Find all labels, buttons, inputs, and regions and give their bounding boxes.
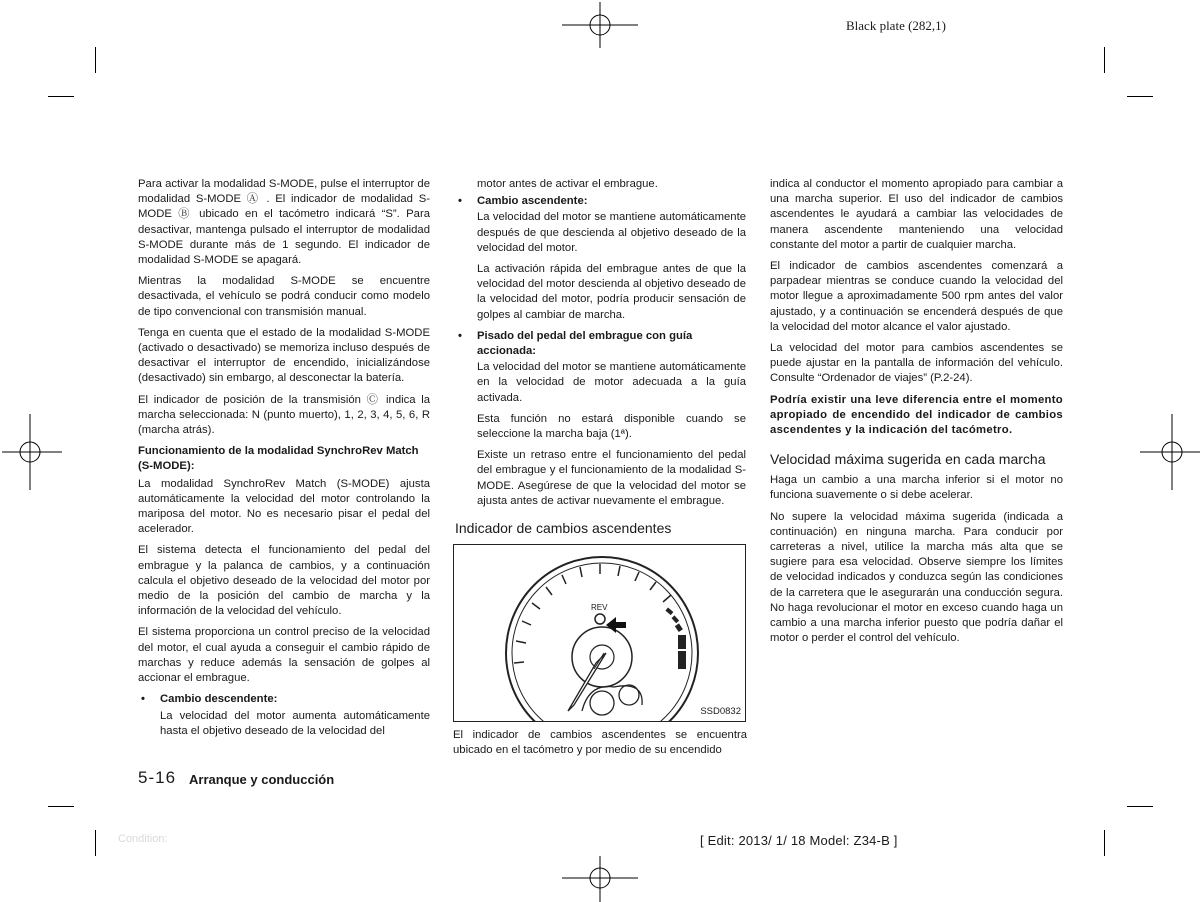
paragraph: motor antes de activar el embrague. — [477, 178, 658, 190]
bullet-icon: • — [141, 693, 145, 706]
bullet-label: Pisado del pedal del embrague con guía accionada: — [477, 329, 693, 358]
crop-mark — [48, 806, 74, 807]
crop-mark — [1104, 47, 1105, 73]
warning-note: Podría existir una leve diferencia entre el momento apropiado de encendido del indicador de cambios ascendentes y la indicación del tacómetro. — [770, 393, 1063, 437]
crop-mark — [95, 47, 96, 73]
paragraph: La activación rápida del embrague antes de que la velocidad del motor descienda al objetivo deseado de la velocidad del motor, podría producir sensación de golpes al cambiar de marcha. — [477, 263, 746, 321]
registration-mark-left — [2, 414, 62, 490]
registration-mark-right — [1140, 414, 1200, 490]
page-number: 5-16 — [138, 768, 177, 787]
bullet-item — [455, 194, 746, 209]
crop-mark — [1104, 830, 1105, 856]
paragraph: El indicador de posición de la transmisión Ⓒ indica la marcha seleccionada: N (punto muerto), 1, 2, 3, 4, 5, 6, R (marcha atrás). — [138, 393, 430, 437]
paragraph: La modalidad SynchroRev Match (S-MODE) ajusta automáticamente la velocidad del motor controlando la mariposa del motor. No es necesario pisar el pedal del acelerador. — [138, 477, 430, 536]
paragraph: Esta función no estará disponible cuando se seleccione la marcha baja (1ª). — [477, 412, 746, 441]
condition-label: Condition: — [118, 833, 168, 845]
section-heading: Indicador de cambios ascendentes — [455, 520, 672, 537]
paragraph: El sistema detecta el funcionamiento del pedal del embrague y la palanca de cambios, y a continuación calcula el objetivo deseado de la velocidad del motor por medio de la posición del cambio de marcha y la información de la velocidad del vehículo. — [138, 544, 430, 618]
crop-mark — [1127, 96, 1153, 97]
crop-mark — [1127, 806, 1153, 807]
bullet-label: Cambio descendente: — [160, 693, 278, 706]
paragraph: El indicador de cambios ascendentes comenzará a parpadear mientras se conduce cuando la velocidad del motor llegue a aproximadamente 500 rpm antes del valor ajustado, y a continuación se encenderá después de que la velocidad del motor alcance el valor ajustado. — [770, 260, 1063, 333]
subheading: Funcionamiento de la modalidad SynchroRev Match (S-MODE): — [138, 445, 419, 473]
column-middle — [455, 177, 746, 542]
crop-mark — [95, 830, 96, 856]
paragraph: La velocidad del motor se mantiene automáticamente después de que descienda al objetivo deseado de la velocidad del motor. — [477, 211, 746, 254]
plate-label: Black plate (282,1) — [846, 18, 946, 33]
paragraph: La velocidad del motor aumenta automáticamente hasta el objetivo deseado de la velocidad del — [160, 709, 430, 737]
paragraph: Tenga en cuenta que el estado de la modalidad S-MODE (activado o desactivado) se memoriza incluso después de desactivar el interruptor de encendido, inicializándose (desactivado) sin embargo, al desconectar la batería. — [138, 326, 430, 385]
paragraph: La velocidad del motor se mantiene automáticamente en la velocidad de motor adecuada a la guía activada. — [477, 361, 746, 404]
paragraph: Existe un retraso entre el funcionamiento del pedal del embrague y el funcionamiento de la modalidad S-MODE. Asegúrese de que la velocidad del motor se ajusta antes de activar nuevamente el embrague. — [477, 449, 746, 507]
figure-code: SSD0832 — [700, 706, 741, 717]
bullet-icon: • — [458, 195, 462, 208]
paragraph: La velocidad del motor para cambios ascendentes se puede ajustar en la pantalla de información del vehículo. Consulte “Ordenador de viajes” (P.2-24). — [770, 342, 1063, 385]
bullet-label: Cambio ascendente: — [477, 195, 588, 208]
tachometer-illustration — [454, 545, 745, 721]
column-left — [138, 177, 430, 745]
tachometer-figure — [453, 544, 746, 722]
registration-mark-bottom — [562, 856, 638, 902]
paragraph: indica al conductor el momento apropiado para cambiar a una marcha superior. El uso del indicador de cambios ascendentes le ayudará a cambiar las velocidades de manera ascendente manteniendo una velocidad constante del motor a partir de cualquier marcha. — [770, 178, 1063, 251]
column-right — [770, 177, 1063, 652]
crop-mark — [48, 96, 74, 97]
paragraph: Mientras la modalidad S-MODE se encuentre desactivada, el vehículo se podrá conducir como modelo de tipo convencional con transmisión manual. — [138, 275, 430, 318]
bullet-item — [138, 692, 430, 707]
bullet-icon: • — [458, 329, 462, 342]
paragraph: El sistema proporciona un control preciso de la velocidad del motor, el cual ayuda a conseguir el cambio rápido de marchas y reduce además la sensación de golpes al accionar el embrague. — [138, 626, 430, 685]
rev-label: REV — [591, 603, 608, 612]
bullet-item — [455, 329, 746, 359]
figure-caption: El indicador de cambios ascendentes se encuentra ubicado en el tacómetro y por medio de su encendido — [453, 729, 747, 757]
edit-info: [ Edit: 2013/ 1/ 18 Model: Z34-B ] — [700, 833, 898, 848]
registration-mark-top — [562, 2, 638, 48]
section-heading: Velocidad máxima sugerida en cada marcha — [770, 451, 1046, 468]
page-title: Arranque y conducción — [189, 772, 335, 787]
paragraph: No supere la velocidad máxima sugerida (indicada a continuación) en ninguna marcha. Para conducir por carreteras a nivel, utilice la marcha más alta que se sugiere para esa velocidad. Observe siempre los límites de velocidad indicados y conduzca según las condiciones de la carretera que le asegurarán una conducción segura. No haga revolucionar el motor en exceso cuando haga un cambio a una marcha inferior puesto que podría dañar el motor o perder el control del vehículo. — [770, 510, 1063, 645]
paragraph: Haga un cambio a una marcha inferior si el motor no funciona suavemente o si debe acelerar. — [770, 474, 1063, 502]
paragraph: Para activar la modalidad S-MODE, pulse el interruptor de modalidad S-MODE Ⓐ . El indicador de modalidad S-MODE Ⓑ ubicado en el tacómetro indicará “S”. Para desactivar, mantenga pulsado el interruptor de modalidad S-MODE durante más de 1 segundo. El indicador de modalidad S-MODE se apagará. — [138, 178, 430, 267]
